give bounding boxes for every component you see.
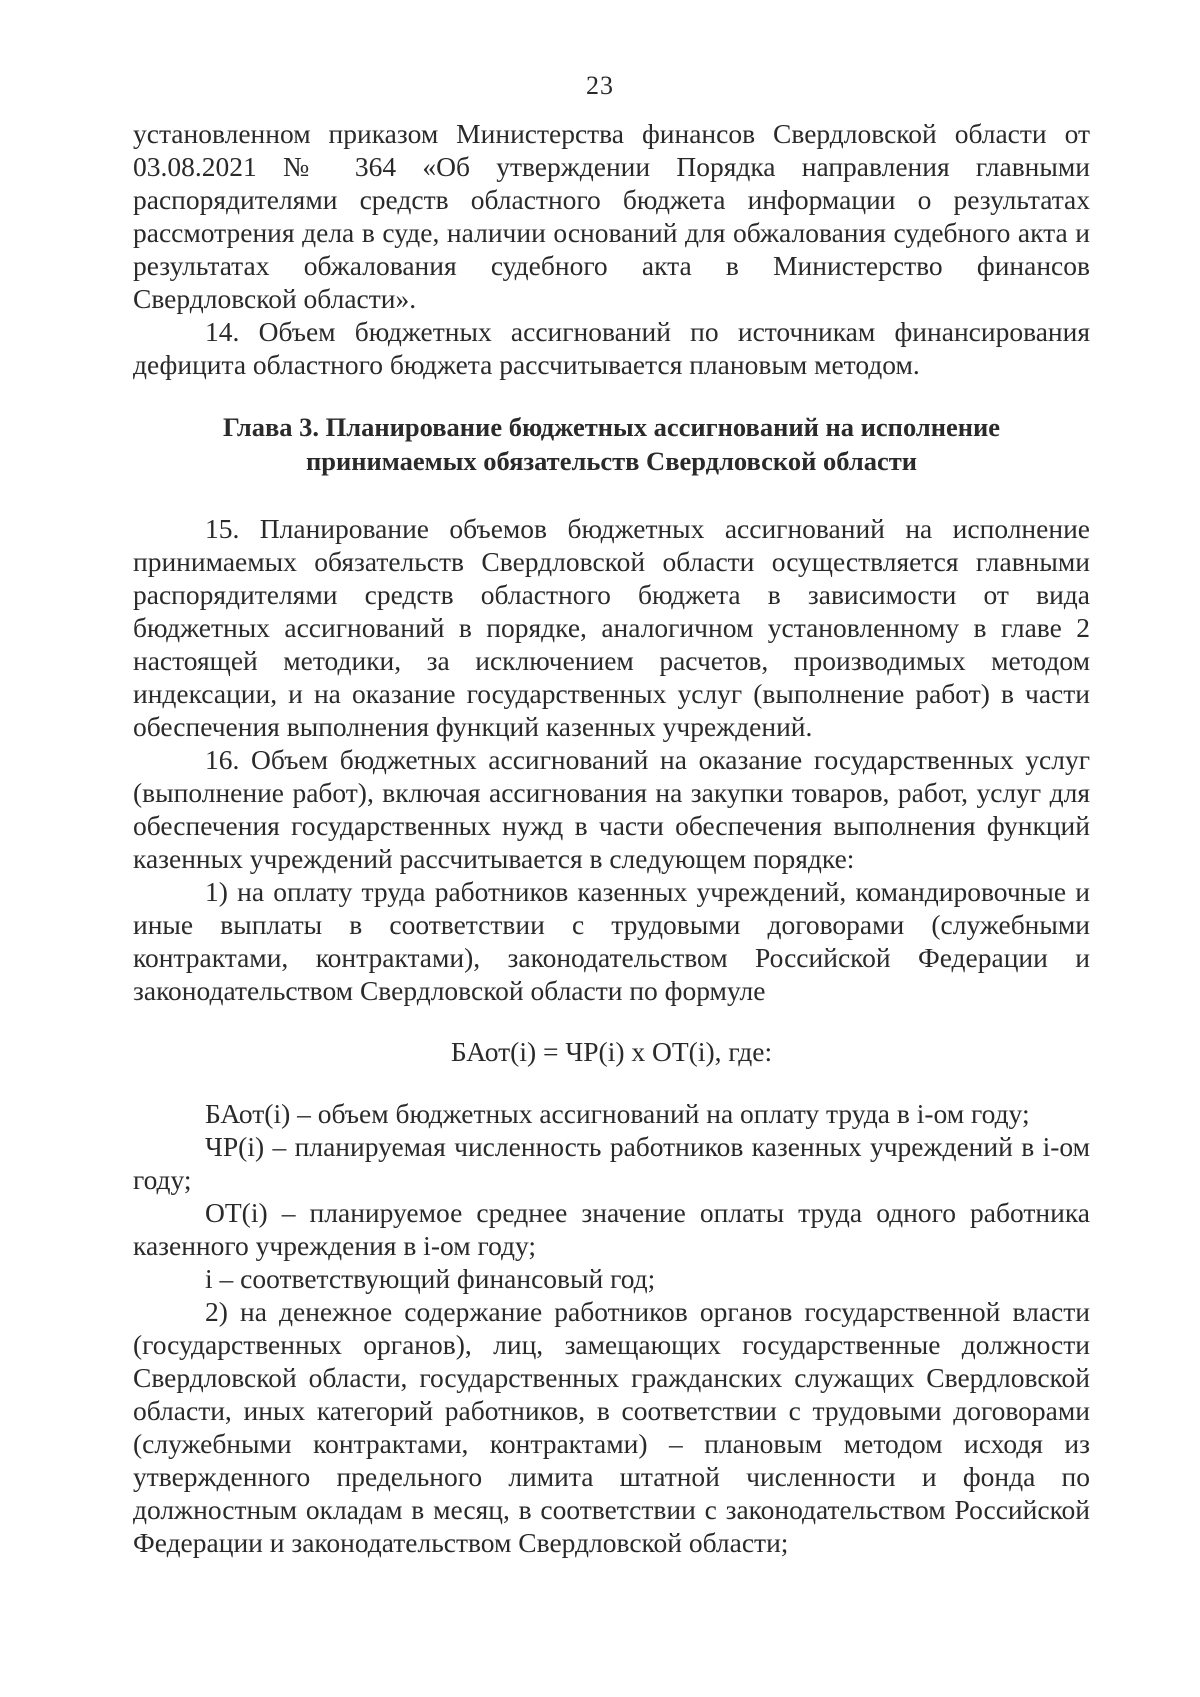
chapter-heading [133,410,1090,478]
definition-chr: ЧР(i) – планируемая численность работников казенных учреждений в i-ом году; [133,1131,1090,1195]
text-block-definitions [133,1097,1090,1559]
paragraph-14: 14. Объем бюджетных ассигнований по источникам финансирования дефицита областного бюджета рассчитывается плановым методом. [133,316,1090,380]
formula: БАот(i) = ЧР(i) х ОТ(i), где: [450,1036,773,1067]
text-block-chapter-3 [133,512,1090,1007]
paragraph-16: 16. Объем бюджетных ассигнований на оказание государственных услуг (выполнение работ), включая ассигнования на закупки товаров, работ, услуг для обеспечения государственных нужд в части обеспечения выполнения функций казенных учреждений рассчитывается в следующем порядке: [133,744,1090,874]
chapter-heading-line-1: Глава 3. Планирование бюджетных ассигнований на исполнение [222,412,1001,442]
definition-i: i – соответствующий финансовый год; [205,1263,656,1294]
list-item-2: 2) на денежное содержание работников органов государственной власти (государственных органов), лиц, замещающих государственные должности Свердловской области, государственных гражданских служащих Свердловской области, иных категорий работников, в соответствии с трудовыми договорами (служебными контрактами, контрактами) – плановым методом исходя из утвержденного предельного лимита штатной численности и фонда по должностным окладам в месяц, в соответствии с законодательством Российской Федерации и законодательством Свердловской области; [133,1296,1090,1558]
paragraph-continuation: установленном приказом Министерства финансов Свердловской области от 03.08.2021 № 364 «Об утверждении Порядка направления главными распорядителями средств областного бюджета информации о результатах рассмотрения дела в суде, наличии оснований для обжалования судебного акта и результатах обжалования судебного акта в Министерство финансов Свердловской области». [133,118,1090,314]
paragraph-15: 15. Планирование объемов бюджетных ассигнований на исполнение принимаемых обязательств Свердловской области осуществляется главными распорядителями средств областного бюджета в зависимости от вида бюджетных ассигнований в порядке, аналогичном установленному в главе 2 настоящей методики, за исключением расчетов, производимых методом индексации, и на оказание государственных услуг (выполнение работ) в части обеспечения выполнения функций казенных учреждений. [133,513,1090,742]
page-number: 23 [586,71,614,100]
text-block-continuation [133,117,1090,381]
list-item-1: 1) на оплату труда работников казенных учреждений, командировочные и иные выплаты в соответствии с трудовыми договорами (служебными контрактами, контрактами), законодательством Российской Федерации и законодательством Свердловской области по формуле [133,876,1090,1006]
definition-baot: БАот(i) – объем бюджетных ассигнований на оплату труда в i-ом году; [205,1098,1030,1129]
chapter-heading-line-2: принимаемых обязательств Свердловской области [305,446,917,476]
definition-ot: ОТ(i) – планируемое среднее значение оплаты труда одного работника казенного учреждения в i-ом году; [133,1197,1090,1261]
